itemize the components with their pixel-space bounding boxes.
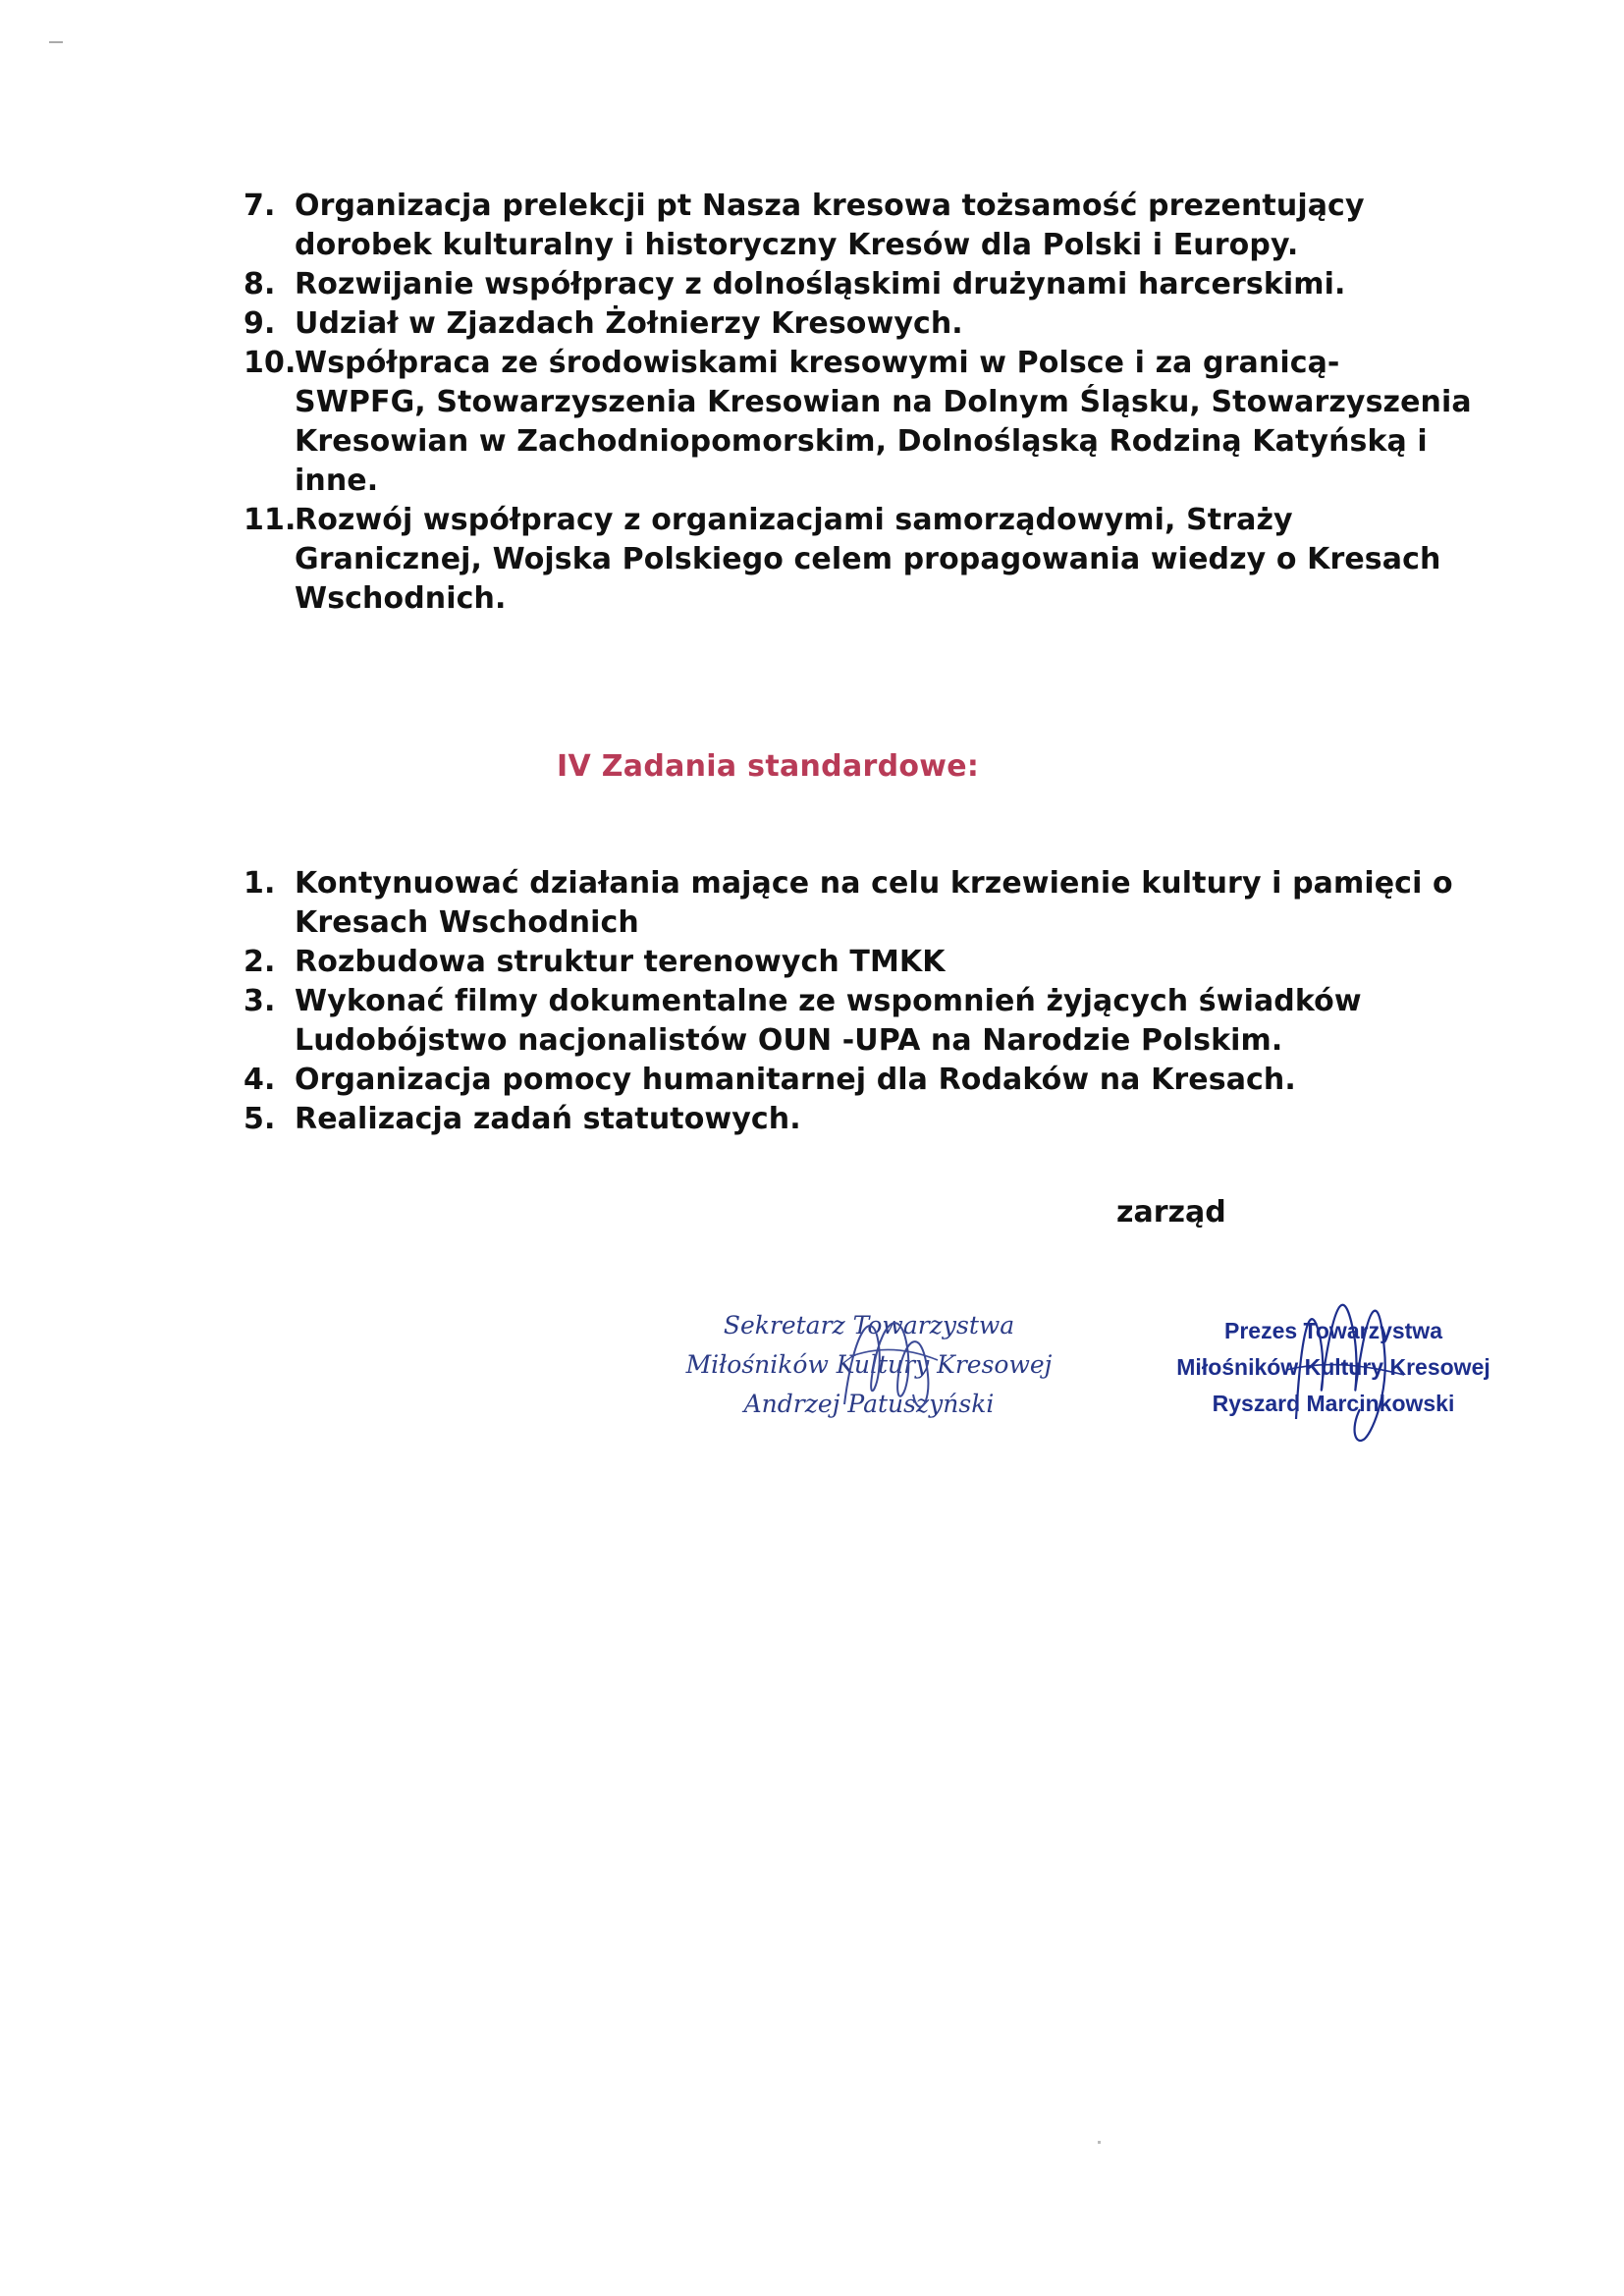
scan-speck	[49, 41, 63, 43]
stamp-line: Andrzej Patuszyński	[743, 1390, 995, 1418]
item-text: Rozwijanie współpracy z dolnośląskimi drużynami harcerskimi.	[295, 267, 1346, 301]
stamp-line: Prezes Towarzystwa	[1223, 1318, 1442, 1343]
scan-speck	[1098, 2141, 1101, 2144]
list-item	[244, 864, 1481, 943]
standard-task-list	[244, 864, 1481, 1139]
item-text: Wykonać filmy dokumentalne ze wspomnień żyjących świadków Ludobójstwo nacjonalistów OUN -UPA na Narodzie Polskim.	[295, 984, 1362, 1058]
list-item	[244, 982, 1481, 1061]
item-text: Organizacja prelekcji pt Nasza kresowa tożsamość prezentujący dorobek kulturalny i historyczny Kresów dla Polski i Europy.	[295, 189, 1365, 262]
stamp-line: Ryszard Marcinkowski	[1212, 1391, 1455, 1416]
list-item	[244, 304, 1481, 344]
secretary-stamp	[648, 1306, 1090, 1424]
item-number: 5.	[244, 1102, 276, 1136]
item-number: 9.	[244, 306, 276, 341]
item-text: Udział w Zjazdach Żołnierzy Kresowych.	[295, 306, 963, 341]
stamp-line: Sekretarz Towarzystwa	[723, 1311, 1015, 1339]
list-item	[244, 265, 1481, 304]
stamp-line: Miłośników Kultury Kresowej	[1176, 1354, 1490, 1380]
item-number: 4.	[244, 1063, 276, 1097]
list-item	[244, 1100, 1481, 1139]
item-number: 7.	[244, 189, 276, 223]
item-number: 8.	[244, 267, 276, 301]
list-item	[244, 501, 1481, 619]
stamp-line: Miłośników Kultury Kresowej	[685, 1350, 1053, 1379]
item-text: Rozbudowa struktur terenowych TMKK	[295, 945, 946, 979]
list-item	[244, 344, 1481, 501]
item-number: 2.	[244, 945, 276, 979]
section-heading: IV Zadania standardowe:	[557, 749, 980, 784]
item-text: Realizacja zadań statutowych.	[295, 1102, 801, 1136]
list-item	[244, 943, 1481, 982]
continued-task-list	[244, 187, 1481, 619]
item-text: Współpraca ze środowiskami kresowymi w Polsce i za granicą- SWPFG, Stowarzyszenia Kresowian na Dolnym Śląsku, Stowarzyszenia Kresowian w Zachodniopomorskim, Dolnośląską Rodziną Katyńską i inne.	[295, 346, 1472, 498]
item-number: 3.	[244, 984, 276, 1018]
item-number: 10.	[244, 346, 297, 380]
item-number: 1.	[244, 866, 276, 901]
item-text: Organizacja pomocy humanitarnej dla Rodaków na Kresach.	[295, 1063, 1296, 1097]
list-item	[244, 1061, 1481, 1100]
item-text: Kontynuować działania mające na celu krzewienie kultury i pamięci o Kresach Wschodnich	[295, 866, 1453, 940]
item-text: Rozwój współpracy z organizacjami samorządowymi, Straży Granicznej, Wojska Polskiego celem propagowania wiedzy o Kresach Wschodnich.	[295, 503, 1441, 616]
board-closing: zarząd	[1116, 1195, 1226, 1230]
president-stamp	[1117, 1313, 1549, 1422]
item-number: 11.	[244, 503, 297, 537]
list-item	[244, 187, 1481, 265]
